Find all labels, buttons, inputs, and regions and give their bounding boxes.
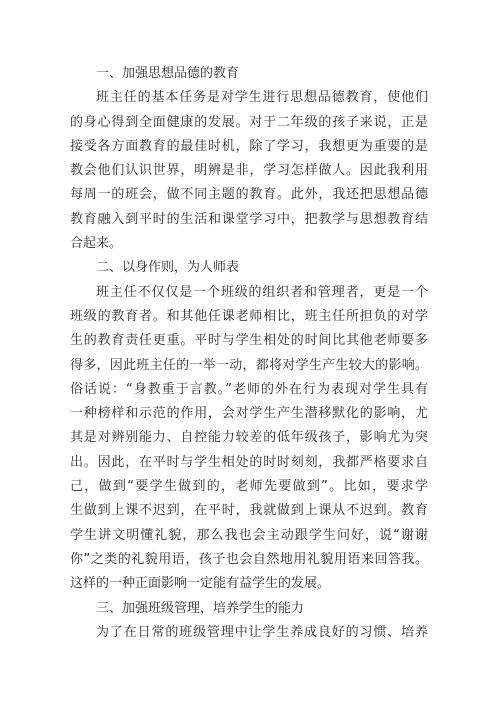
- paragraph-line: 己，做到“要学生做到的，老师先要做到”。比如，要求学: [70, 479, 428, 495]
- paragraph-line: 的身心得到全面健康的发展。对于二年级的孩子来说，正是: [70, 114, 428, 130]
- paragraph-line: 俗话说：“身教重于言教。”老师的外在行为表现对学生具有: [70, 381, 428, 397]
- paragraph-line: 教会他们认识世界，明辨是非，学习怎样做人。因此我利用: [70, 163, 428, 179]
- paragraph-line: 生做到上课不迟到，在平时，我就做到上课从不迟到。教育: [70, 503, 428, 519]
- paragraph-line: 其是对辨别能力、自控能力较差的低年级孩子，影响尤为突: [70, 430, 428, 446]
- paragraph-line: 班级的教育者。和其他任课老师相比，班主任所担负的对学: [70, 308, 428, 324]
- paragraph-line: 出。因此，在平时与学生相处的时时刻刻，我都严格要求自: [70, 454, 428, 470]
- paragraph-line: 班主任不仅仅是一个班级的组织者和管理者，更是一个: [96, 284, 428, 300]
- paragraph-line: 这样的一种正面影响一定能有益学生的发展。: [70, 576, 331, 592]
- paragraph-line: 教育融入到平时的生活和课堂学习中，把教学与思想教育结: [70, 211, 428, 227]
- paragraph-line: 生的教育责任更重。平时与学生相处的时间比其他老师要多: [70, 333, 428, 349]
- document-body: [70, 62, 428, 645]
- paragraph-line: 得多，因此班主任的一举一动，都将对学生产生较大的影响。: [70, 357, 428, 373]
- paragraph-line: 每周一的班会，做不同主题的教育。此外，我还把思想品德: [70, 187, 428, 203]
- section-heading-1: 一、加强思想品德的教育: [96, 66, 240, 81]
- paragraph-line: 为了在日常的班级管理中让学生养成良好的习惯、培养: [96, 624, 428, 640]
- paragraph-line: 接受各方面教育的最佳时机，除了学习，我想更为重要的是: [70, 138, 428, 154]
- paragraph-line: 学生讲文明懂礼貌，那么我也会主动跟学生问好，说“谢谢: [70, 527, 428, 543]
- paragraph-line: 一种榜样和示范的作用，会对学生产生潜移默化的影响，尤: [70, 406, 428, 422]
- paragraph-line: 班主任的基本任务是对学生进行思想品德教育，使他们: [96, 90, 428, 106]
- section-heading-2: 二、以身作则，为人师表: [96, 260, 240, 276]
- section-heading-3: 三、加强班级管理，培养学生的能力: [96, 600, 305, 616]
- paragraph-line: 合起来。: [70, 236, 123, 252]
- paragraph-line: 你”之类的礼貌用语，孩子也会自然地用礼貌用语来回答我。: [70, 551, 428, 567]
